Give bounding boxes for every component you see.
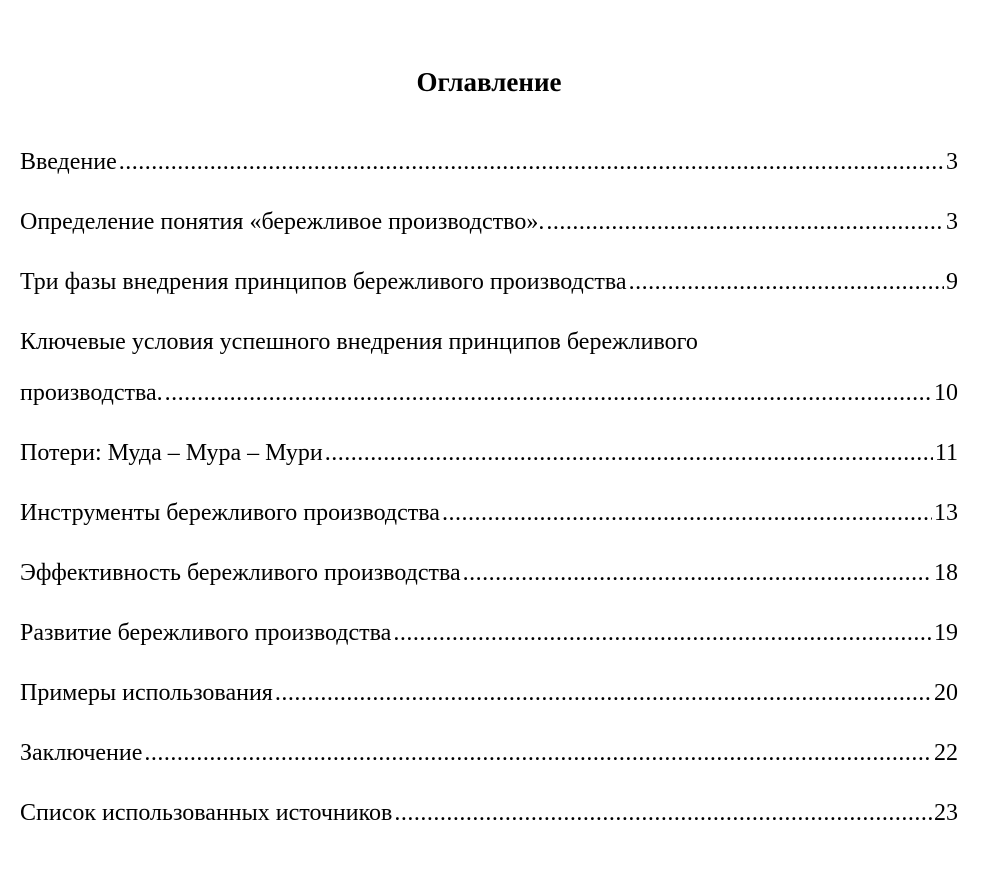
toc-title: Оглавление [416,67,562,98]
dot-leader [629,267,944,297]
toc-page-number: 22 [934,740,958,766]
table-of-contents [20,147,958,858]
toc-entry-development[interactable] [20,618,958,678]
toc-page-number: 13 [934,500,958,526]
dot-leader [463,558,932,588]
toc-entry-text-line1: Ключевые условия успешного внедрения принципов бережливого [20,329,698,355]
dot-leader [442,498,932,528]
toc-page-number: 9 [946,269,958,295]
toc-entry-key-conditions[interactable] [20,327,958,438]
dot-leader [393,618,932,648]
dot-leader [144,738,932,768]
toc-entry-efficiency[interactable] [20,558,958,618]
toc-entry-text: Развитие бережливого производства [20,620,392,646]
toc-entry-text: Три фазы внедрения принципов бережливого производства [20,269,627,295]
toc-page-number: 11 [934,440,958,466]
toc-entry-text: Заключение [20,740,143,766]
toc-entry-three-phases[interactable] [20,267,958,327]
toc-page-number: 18 [934,560,958,586]
toc-entry-text: Эффективность бережливого производства [20,560,461,586]
toc-page-number: 19 [934,620,958,646]
dot-leader [394,798,932,828]
toc-page-number: 23 [934,800,958,826]
toc-entry-conclusion[interactable] [20,738,958,798]
toc-entry-text: Определение понятия «бережливое производство». [20,209,545,235]
toc-entry-text: Примеры использования [20,680,273,706]
dot-leader [119,147,944,177]
toc-page-number: 3 [946,149,958,175]
toc-page-number: 20 [934,680,958,706]
toc-entry-examples[interactable] [20,678,958,738]
toc-entry-tools[interactable] [20,498,958,558]
toc-entry-introduction[interactable] [20,147,958,207]
document-page [20,0,958,875]
dot-leader [275,678,932,708]
toc-page-number: 3 [946,209,958,235]
toc-entry-text: Список использованных источников [20,800,393,826]
dot-leader [165,378,932,408]
toc-page-number: 10 [934,380,958,406]
toc-entry-text: производства. [20,380,163,406]
toc-entry-losses[interactable] [20,438,958,498]
toc-entry-references[interactable] [20,798,958,858]
toc-entry-text: Потери: Муда – Мура – Мури [20,440,323,466]
toc-entry-text: Инструменты бережливого производства [20,500,440,526]
dot-leader [325,438,933,468]
toc-entry-text: Введение [20,149,117,175]
toc-entry-definition[interactable] [20,207,958,267]
dot-leader [546,207,944,237]
